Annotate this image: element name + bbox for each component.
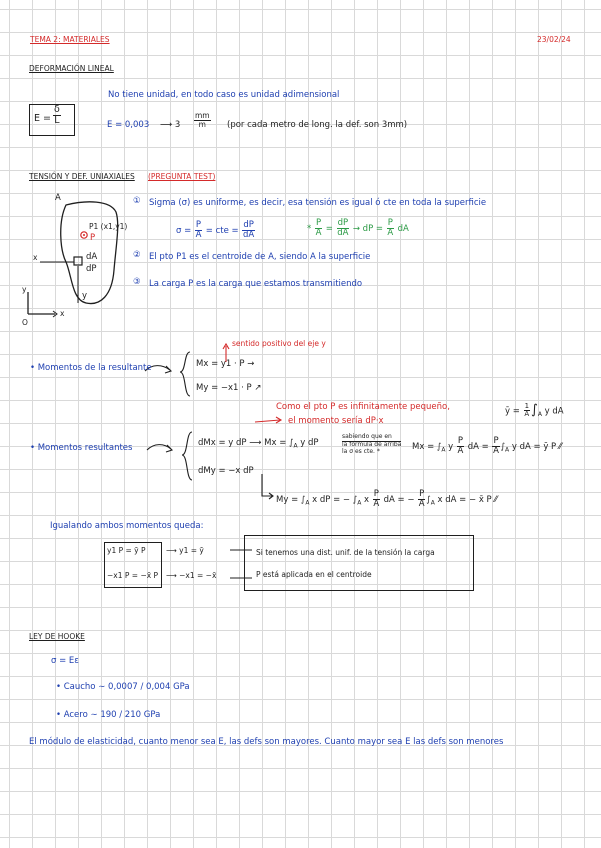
page-title: TEMA 2: MATERIALES bbox=[30, 35, 110, 44]
point-2-number: ② bbox=[133, 250, 141, 260]
mx-f1-den: A bbox=[457, 445, 464, 456]
equation-1-result: ⟶ y1 = ȳ bbox=[166, 546, 204, 555]
mx-int2: ∫ bbox=[500, 441, 506, 452]
point-1-number: ① bbox=[133, 196, 141, 206]
mx-f2-num: P bbox=[493, 436, 499, 446]
section-heading-tension: TENSIÓN Y DEF. UNIAXIALES bbox=[29, 172, 135, 181]
centroid-note-2: P está aplicada en el centroide bbox=[256, 570, 372, 579]
adimensional-note: No tiene unidad, en todo caso es unidad adimensional bbox=[108, 90, 340, 100]
my-end: x dA = − x̄ P ⁄⁄ bbox=[437, 494, 498, 505]
point-3-text: La carga P es la carga que estamos transmitiendo bbox=[149, 279, 363, 289]
hooke-formula: σ = Eε bbox=[51, 656, 79, 666]
fig-dp-label: dP bbox=[86, 264, 97, 274]
ybar-lhs: ȳ = bbox=[505, 406, 520, 417]
example-value: E = 0,003 bbox=[107, 120, 150, 130]
fig-area-label: A bbox=[55, 193, 61, 203]
example-unit-den: m bbox=[198, 119, 206, 129]
red-note-infinitesimal-2: el momento sería dP·x bbox=[288, 416, 384, 426]
fig-force-label: P bbox=[90, 233, 96, 243]
ybar-end: y dA bbox=[544, 406, 564, 417]
section-heading-tension-tag: (PREGUNTA TEST) bbox=[148, 172, 216, 181]
fig-point-label: P1 (x1,y1) bbox=[89, 222, 128, 231]
centroid-note-1: Si tenemos una dist. unif. de la tensión la carga bbox=[256, 548, 435, 557]
dmx-note-1: sabiendo que en bbox=[342, 433, 392, 440]
dmx-integral bbox=[198, 439, 319, 450]
green-mid: → dP = bbox=[352, 223, 384, 234]
sigma-f1-den: A bbox=[195, 229, 202, 240]
my-f1-den: A bbox=[373, 498, 380, 509]
my-f2-num: P bbox=[419, 489, 425, 499]
mx-final bbox=[412, 437, 562, 456]
ybar-definition bbox=[505, 403, 564, 419]
dmx-note-3-text: la σ es cte. * bbox=[342, 447, 380, 455]
mx-end: y dA = ȳ P ⁄⁄ bbox=[511, 441, 562, 452]
mx-f2-den: A bbox=[493, 445, 499, 456]
mx-resultante: Mx = y1 · P → bbox=[196, 359, 255, 369]
green-f1-num: P bbox=[315, 218, 322, 228]
box-formula-denominator: L bbox=[54, 114, 60, 126]
green-end: dA bbox=[397, 223, 409, 234]
page-date: 23/02/24 bbox=[537, 35, 571, 44]
equation-2-result: ⟶ −x1 = −x̄ bbox=[166, 571, 217, 580]
resultantes-label: • Momentos resultantes bbox=[30, 443, 133, 453]
elasticity-conclusion: El módulo de elasticidad, cuanto menor sea E, las defs son mayores. Cuanto mayor sea E las defs son menores bbox=[29, 737, 504, 747]
box-formula-lhs: E = bbox=[34, 113, 51, 124]
section-heading-deformacion: DEFORMACIÓN LINEAL bbox=[29, 64, 114, 73]
sigma-f2-num: dP bbox=[243, 220, 254, 230]
dmx-note-2: la fórmula de arriba bbox=[342, 440, 402, 448]
dmx-lhs: dMx = y dP ⟶ Mx = ∫ bbox=[198, 438, 294, 448]
example-arrow: ⟶ 3 bbox=[160, 120, 181, 130]
axis-x-label: x bbox=[60, 309, 65, 318]
my-resultante: My = −x1 · P ↗ bbox=[196, 383, 262, 393]
my-sub3: A bbox=[430, 499, 435, 507]
my-sub1: A bbox=[305, 499, 310, 507]
ybar-f-num: 1 bbox=[524, 402, 530, 410]
dmy-line: dMy = −x dP bbox=[198, 466, 254, 476]
dmx-note bbox=[342, 434, 401, 456]
green-eq: = bbox=[325, 223, 333, 234]
example-note: (por cada metro de long. la def. son 3mm) bbox=[227, 120, 408, 130]
fig-y-label: y bbox=[82, 291, 88, 301]
mx-lhs: Mx = ∫ bbox=[412, 441, 442, 452]
equation-1: y1 P = ȳ P bbox=[107, 546, 146, 555]
dmx-note-3 bbox=[342, 449, 401, 456]
my-f2-den: A bbox=[418, 498, 425, 509]
acero-modulus: • Acero ∼ 190 / 210 GPa bbox=[56, 710, 161, 720]
point-2-text: El pto P1 es el centroide de A, siendo A la superficie bbox=[149, 252, 371, 262]
green-f1-den: A bbox=[315, 227, 322, 238]
dmx-sub: A bbox=[293, 442, 298, 450]
red-note-infinitesimal-1: Como el pto P es infinitamente pequeño, bbox=[276, 402, 450, 412]
axis-y-label: y bbox=[22, 285, 27, 294]
sigma-lhs: σ = bbox=[176, 225, 192, 236]
my-da: dA = − bbox=[383, 494, 415, 505]
green-f2-den: dA bbox=[337, 227, 349, 238]
sigma-f1-num: P bbox=[195, 220, 202, 230]
brace-resultante bbox=[180, 352, 190, 396]
point-1-text: Sigma (σ) es uniforme, es decir, esa tensión es igual ó cte en toda la superficie bbox=[149, 198, 487, 208]
my-final bbox=[276, 490, 497, 509]
mx-sub2: A bbox=[505, 446, 510, 454]
point-3-number: ③ bbox=[133, 277, 141, 287]
ybar-int: ∫ bbox=[531, 402, 538, 418]
sigma-mid: = cte = bbox=[205, 225, 239, 236]
my-lhs: My = ∫ bbox=[276, 494, 306, 505]
example-unit-num: mm bbox=[195, 111, 210, 120]
section-heading-hooke: LEY DE HOOKE bbox=[29, 632, 85, 641]
fig-da-label: dA bbox=[86, 252, 98, 262]
ybar-f-den: A bbox=[524, 410, 530, 419]
red-arrow-mid bbox=[255, 420, 280, 422]
mx-da: dA = bbox=[467, 441, 489, 452]
green-f3-num: P bbox=[387, 218, 393, 228]
box-formula-numerator: δ bbox=[54, 104, 60, 115]
red-note-positive-y: sentido positivo del eje y bbox=[232, 339, 326, 348]
mx-y: y bbox=[448, 441, 454, 452]
centroid-note-box bbox=[244, 535, 474, 591]
my-int: ∫ bbox=[426, 494, 431, 505]
my-xdp: x dP = − ∫ bbox=[312, 494, 358, 505]
green-f2-num: dP bbox=[337, 218, 349, 228]
caucho-modulus: • Caucho ∼ 0,0007 / 0,004 GPa bbox=[56, 682, 190, 692]
resultante-label: • Momentos de la resultante bbox=[30, 363, 152, 373]
fig-x-label: x bbox=[33, 253, 38, 262]
mx-f1-num: P bbox=[457, 436, 464, 446]
green-f3-den: A bbox=[387, 227, 394, 238]
sigma-f2-den: dA bbox=[243, 229, 255, 240]
my-f1-num: P bbox=[373, 489, 379, 499]
my-arrow bbox=[262, 474, 272, 496]
mx-sub1: A bbox=[441, 446, 446, 454]
green-star: * bbox=[307, 223, 312, 234]
ybar-sub: A bbox=[537, 411, 542, 419]
my-x: x bbox=[364, 494, 370, 505]
equation-2: −x1 P = −x̄ P bbox=[107, 571, 159, 580]
brace-resultantes bbox=[182, 432, 192, 480]
igualando-title: Igualando ambos momentos queda: bbox=[50, 521, 204, 531]
my-sub2: A bbox=[357, 499, 362, 507]
axis-origin-label: O bbox=[22, 318, 28, 327]
dmx-mid: y dP bbox=[300, 438, 319, 448]
